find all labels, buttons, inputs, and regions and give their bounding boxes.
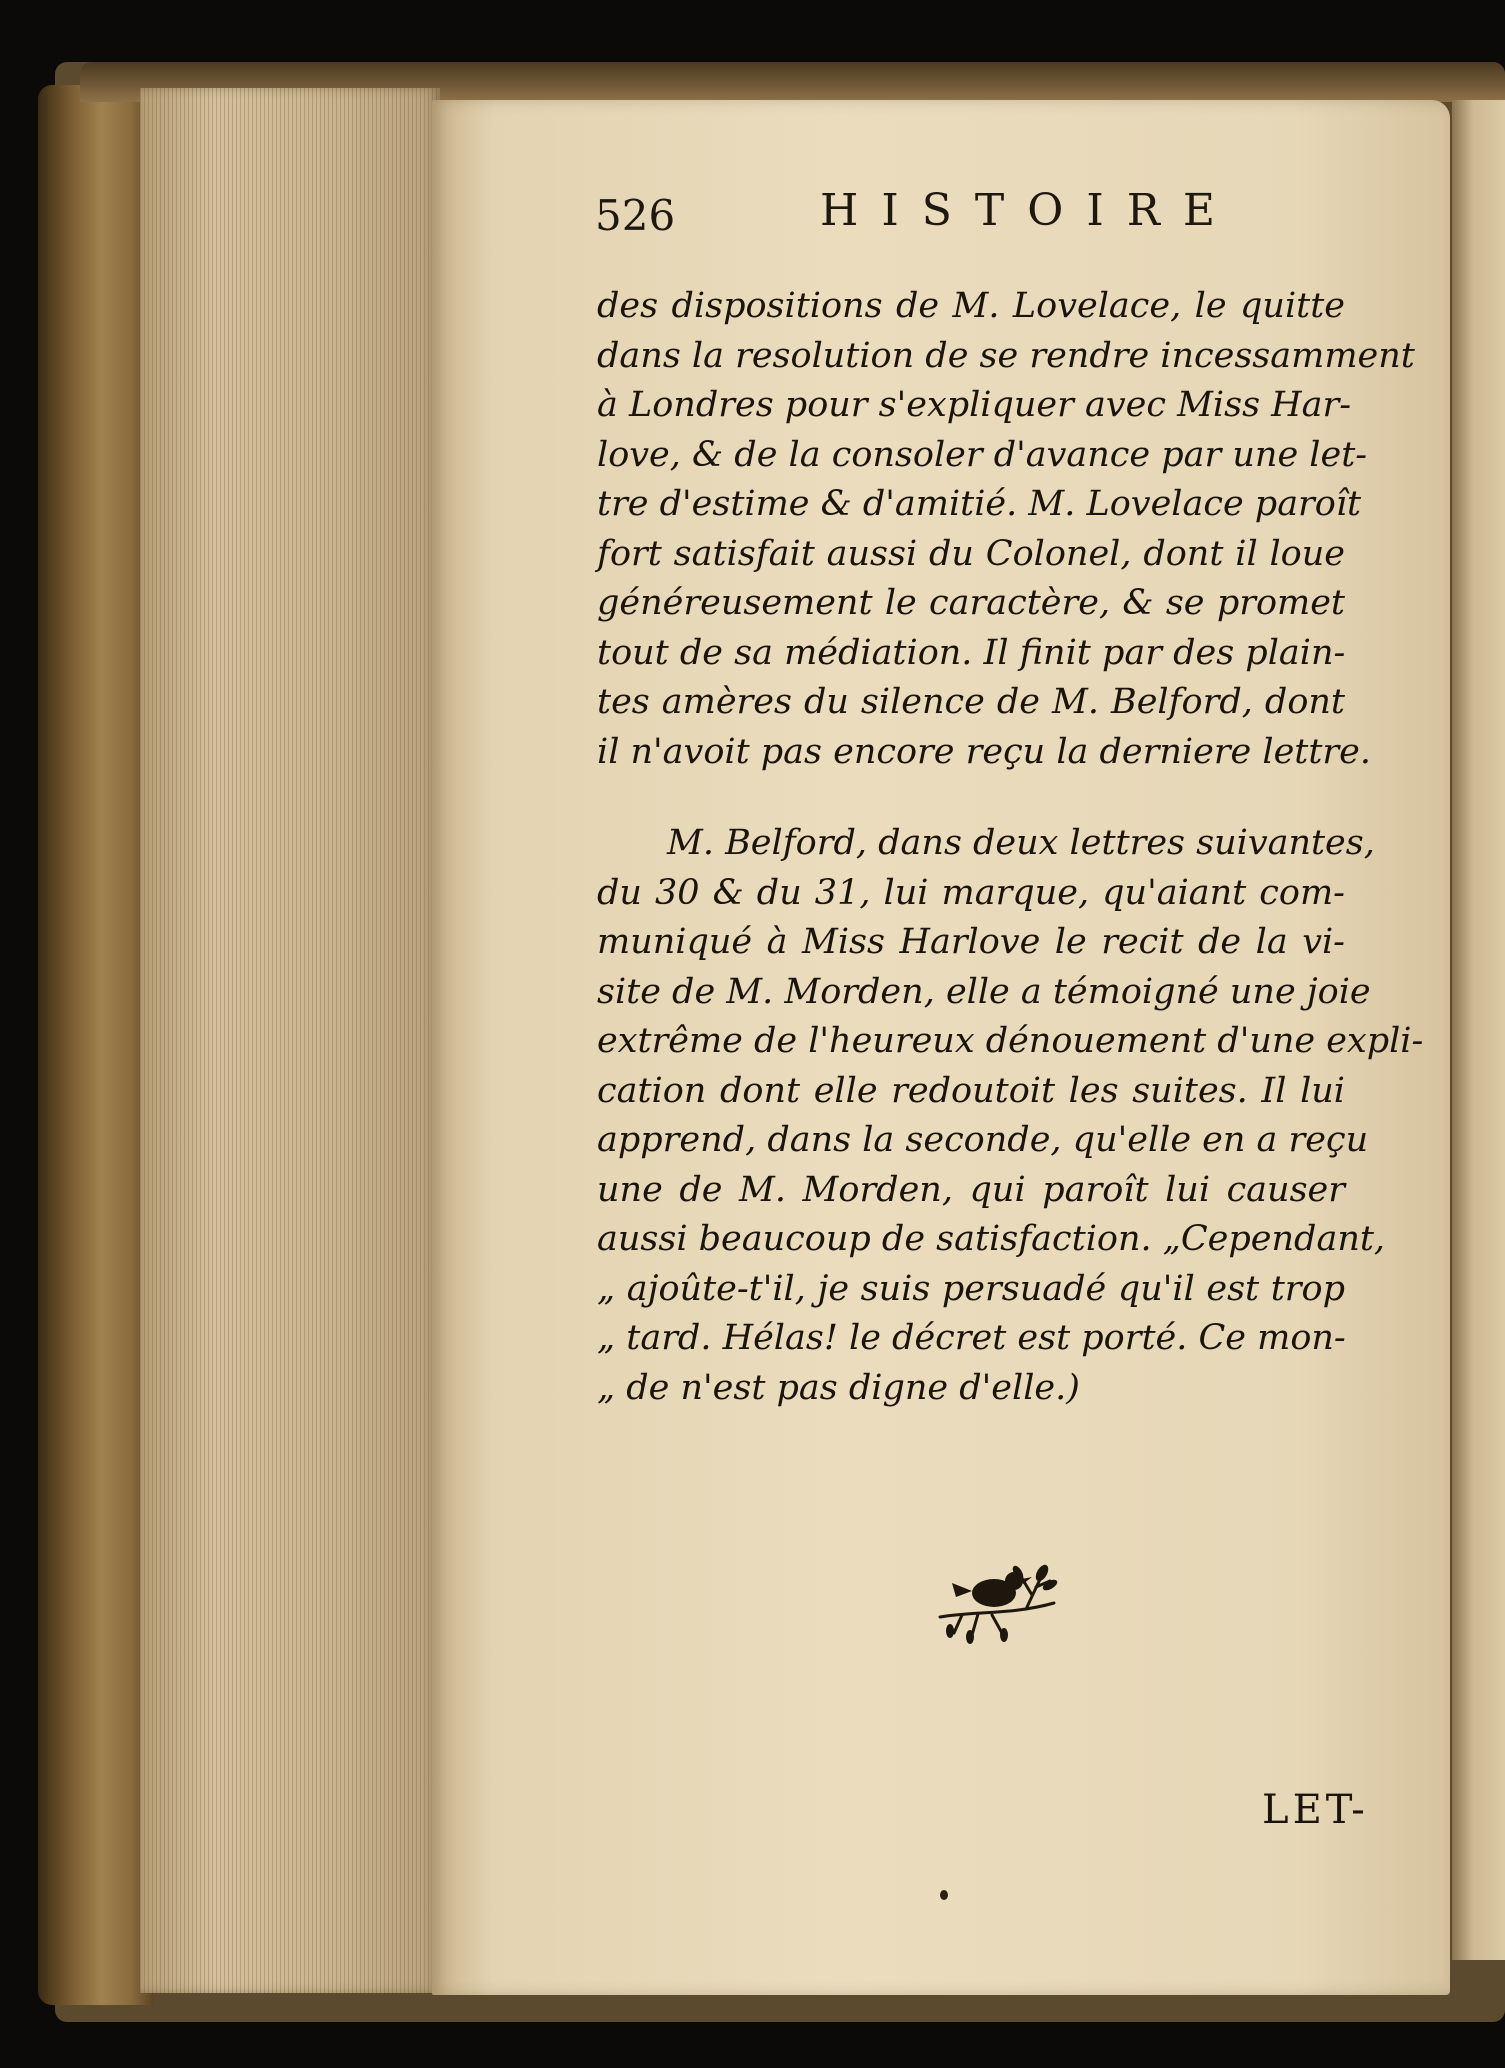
text-line: fort satisfait aussi du Colonel, dont il loue: [597, 533, 1345, 574]
text-line: love, & de la consoler d'avance par une let-: [597, 434, 1368, 475]
text-line: une de M. Morden, qui paroît lui causer: [597, 1169, 1345, 1210]
text-line: M. Belford, dans deux lettres suivantes,: [667, 823, 1375, 863]
page-block-edges: [140, 88, 440, 1993]
text-line: cation dont elle redoutoit les suites. Il lui: [597, 1070, 1345, 1111]
text-line: tre d'estime & d'amitié. M. Lovelace paroît: [597, 484, 1362, 524]
paragraph-2: [597, 819, 1424, 1413]
text-line: des dispositions de M. Lovelace, le quitte: [597, 286, 1345, 326]
text-line: généreusement le caractère, & se promet: [597, 583, 1345, 623]
leather-spine-edge: [38, 85, 153, 2005]
text-line: site de M. Morden, elle a témoigné une joie: [597, 971, 1371, 1012]
text-line: tes amères du silence de M. Belford, dont: [597, 682, 1345, 722]
text-line: „ ajoûte-t'il, je suis persuadé qu'il est trop: [597, 1268, 1345, 1309]
ink-speck: [940, 1890, 948, 1900]
bird-on-branch-ornament-icon: [932, 1545, 1062, 1645]
body-text: [597, 282, 1424, 1413]
text-line: il n'avoit pas encore reçu la derniere lettre.: [597, 731, 1371, 772]
text-line: muniqué à Miss Harlove le recit de la vi-: [597, 922, 1345, 962]
catchword: LET-: [1262, 1787, 1369, 1833]
running-title: HISTOIRE: [820, 185, 1238, 236]
text-line: à Londres pour s'expliquer avec Miss Har-: [597, 385, 1352, 425]
text-line: „ de n'est pas digne d'elle.): [597, 1367, 1080, 1408]
page-header: [595, 185, 1335, 255]
text-line: du 30 & du 31, lui marque, qu'aiant com-: [597, 872, 1345, 913]
text-line: extrême de l'heureux dénouement d'une expli-: [597, 1021, 1424, 1061]
text-line: „ tard. Hélas! le décret est porté. Ce mon-: [597, 1318, 1346, 1358]
text-line: dans la resolution de se rendre incessamment: [597, 335, 1415, 376]
text-line: apprend, dans la seconde, qu'elle en a reçu: [597, 1120, 1369, 1160]
text-line: tout de sa médiation. Il finit par des plain-: [597, 632, 1346, 673]
page-number: 526: [595, 191, 676, 240]
text-line: aussi beaucoup de satisfaction. „Cependant,: [597, 1219, 1386, 1259]
next-page-sliver: [1452, 100, 1505, 1960]
paragraph-1: [597, 282, 1415, 777]
